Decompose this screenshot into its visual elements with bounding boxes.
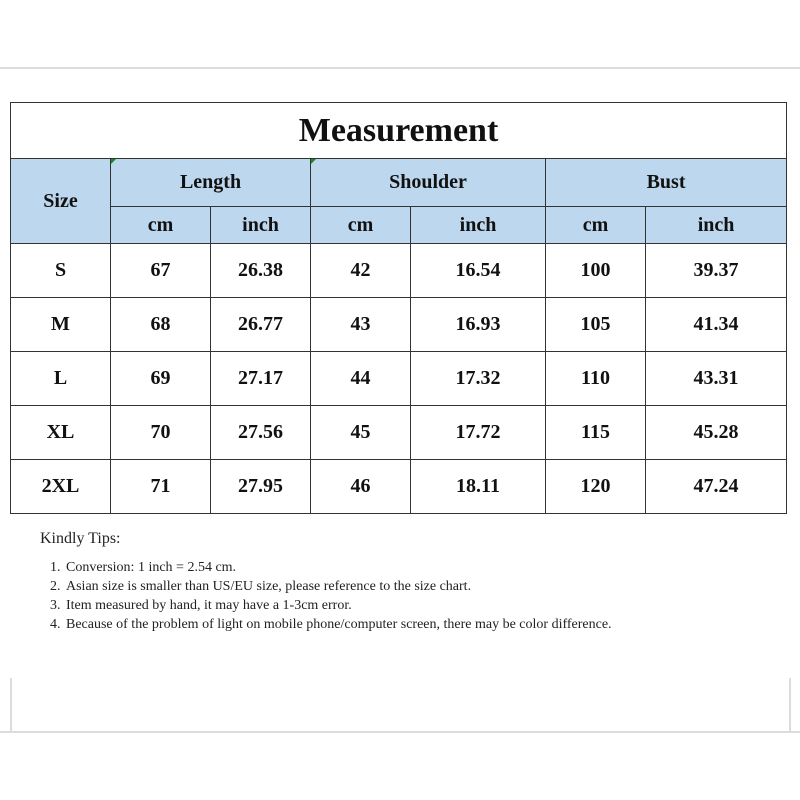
table-row <box>11 406 787 460</box>
unit-header: inch <box>211 207 311 244</box>
value-cell: 110 <box>546 352 646 406</box>
unit-header: cm <box>311 207 411 244</box>
kindly-tips <box>40 530 624 634</box>
tip-item: 4. Because of the problem of light on mobile phone/computer screen, there may be color difference. <box>64 615 624 634</box>
page-border-right <box>789 678 791 732</box>
size-cell: XL <box>11 406 111 460</box>
table-row <box>11 244 787 298</box>
value-cell: 45.28 <box>646 406 787 460</box>
unit-header: cm <box>111 207 211 244</box>
header-length: Length <box>111 159 311 207</box>
value-cell: 27.17 <box>211 352 311 406</box>
size-chart-table <box>10 102 787 514</box>
size-cell: 2XL <box>11 460 111 514</box>
value-cell: 17.32 <box>411 352 546 406</box>
tip-item: 3. Item measured by hand, it may have a 1-3cm error. <box>64 596 624 615</box>
value-cell: 42 <box>311 244 411 298</box>
value-cell: 26.38 <box>211 244 311 298</box>
value-cell: 41.34 <box>646 298 787 352</box>
value-cell: 105 <box>546 298 646 352</box>
value-cell: 16.93 <box>411 298 546 352</box>
value-cell: 39.37 <box>646 244 787 298</box>
value-cell: 71 <box>111 460 211 514</box>
value-cell: 67 <box>111 244 211 298</box>
value-cell: 26.77 <box>211 298 311 352</box>
value-cell: 70 <box>111 406 211 460</box>
value-cell: 100 <box>546 244 646 298</box>
value-cell: 43.31 <box>646 352 787 406</box>
size-cell: S <box>11 244 111 298</box>
value-cell: 44 <box>311 352 411 406</box>
table-row <box>11 298 787 352</box>
value-cell: 17.72 <box>411 406 546 460</box>
value-cell: 16.54 <box>411 244 546 298</box>
value-cell: 46 <box>311 460 411 514</box>
table-row <box>11 460 787 514</box>
header-shoulder: Shoulder <box>311 159 546 207</box>
value-cell: 120 <box>546 460 646 514</box>
value-cell: 68 <box>111 298 211 352</box>
tips-title: Kindly Tips: <box>40 530 121 547</box>
tip-item: 2. Asian size is smaller than US/EU size, please reference to the size chart. <box>64 577 624 596</box>
page-divider-top <box>0 67 800 69</box>
value-cell: 115 <box>546 406 646 460</box>
page-divider-bottom <box>0 731 800 733</box>
value-cell: 43 <box>311 298 411 352</box>
value-cell: 69 <box>111 352 211 406</box>
size-cell: M <box>11 298 111 352</box>
unit-header: inch <box>646 207 787 244</box>
header-bust: Bust <box>546 159 787 207</box>
value-cell: 27.95 <box>211 460 311 514</box>
value-cell: 18.11 <box>411 460 546 514</box>
value-cell: 47.24 <box>646 460 787 514</box>
size-cell: L <box>11 352 111 406</box>
table-title: Measurement <box>11 103 787 159</box>
table-row <box>11 352 787 406</box>
value-cell: 27.56 <box>211 406 311 460</box>
page-border-left <box>10 678 12 732</box>
tips-list <box>40 558 624 634</box>
unit-header: inch <box>411 207 546 244</box>
tip-item: 1. Conversion: 1 inch = 2.54 cm. <box>64 558 624 577</box>
unit-header: cm <box>546 207 646 244</box>
value-cell: 45 <box>311 406 411 460</box>
header-size: Size <box>11 159 111 244</box>
